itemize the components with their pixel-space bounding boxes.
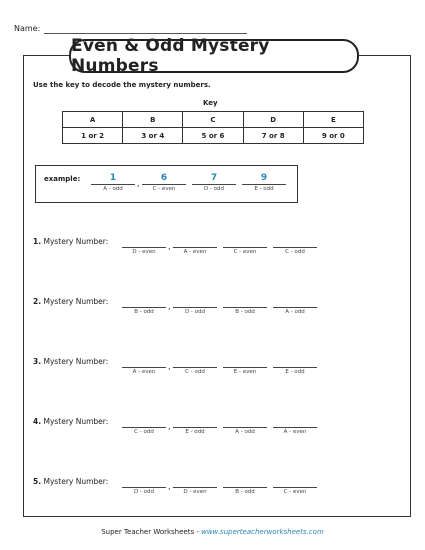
problem-3-slot-4[interactable] <box>273 355 317 375</box>
hint: E - odd <box>285 369 305 375</box>
key-label: Key <box>203 99 218 107</box>
problem-4-slot-2[interactable] <box>173 415 217 435</box>
hint: E - even <box>233 369 257 375</box>
answer-line[interactable] <box>173 247 217 248</box>
problem-3-slot-3[interactable] <box>223 355 267 375</box>
hint: C - even <box>283 489 307 495</box>
comma: , <box>168 482 171 491</box>
example-label: example: <box>44 175 81 183</box>
hint: B - odd <box>235 489 255 495</box>
hint: A - even <box>132 369 156 375</box>
comma: , <box>168 242 171 251</box>
example-slot <box>142 172 186 192</box>
hint: C - odd <box>285 249 305 255</box>
example-slot <box>192 172 236 192</box>
example-hint: A - odd <box>103 186 123 192</box>
hint: A - even <box>283 429 307 435</box>
answer-line[interactable] <box>173 487 217 488</box>
key-value: 1 or 2 <box>63 128 123 144</box>
key-value: 5 or 6 <box>183 128 243 144</box>
answer-line <box>192 184 236 185</box>
answer-line <box>142 184 186 185</box>
answer-line[interactable] <box>273 367 317 368</box>
problem-number: 1. <box>33 237 42 246</box>
key-value: 7 or 8 <box>243 128 303 144</box>
problem-1-label <box>33 237 108 246</box>
hint: A - odd <box>285 309 305 315</box>
example-box <box>35 165 298 203</box>
answer-line[interactable] <box>273 487 317 488</box>
problem-text: Mystery Number: <box>43 357 109 366</box>
key-value: 3 or 4 <box>123 128 183 144</box>
key-letter: C <box>183 112 243 128</box>
problem-2-slot-4[interactable] <box>273 295 317 315</box>
comma: , <box>168 362 171 371</box>
hint: D - even <box>183 489 207 495</box>
answer-line[interactable] <box>122 427 166 428</box>
answer-line <box>91 184 135 185</box>
problem-5-slot-1[interactable] <box>122 475 166 495</box>
answer-line[interactable] <box>122 247 166 248</box>
key-letter: D <box>243 112 303 128</box>
example-hint: C - even <box>152 186 176 192</box>
comma: , <box>168 302 171 311</box>
example-answer: 9 <box>260 173 268 183</box>
problem-4-slot-4[interactable] <box>273 415 317 435</box>
instructions: Use the key to decode the mystery numbers. <box>33 81 211 89</box>
answer-line <box>242 184 286 185</box>
hint: D - odd <box>133 489 155 495</box>
answer-line[interactable] <box>273 427 317 428</box>
hint: D - odd <box>184 309 206 315</box>
key-values-row <box>63 128 364 144</box>
example-answer: 1 <box>109 173 117 183</box>
example-answer: 6 <box>160 173 168 183</box>
problem-number: 2. <box>33 297 42 306</box>
comma: , <box>137 179 140 188</box>
hint: A - odd <box>235 429 255 435</box>
problem-2-slot-3[interactable] <box>223 295 267 315</box>
key-value: 9 or 0 <box>303 128 363 144</box>
problem-number: 4. <box>33 417 42 426</box>
problem-1-slot-3[interactable] <box>223 235 267 255</box>
answer-line[interactable] <box>173 427 217 428</box>
problem-4-label <box>33 417 108 426</box>
problem-text: Mystery Number: <box>43 477 109 486</box>
problem-3-label <box>33 357 108 366</box>
footer-text: Super Teacher Worksheets - <box>101 528 202 536</box>
answer-line[interactable] <box>122 487 166 488</box>
problem-4-slot-1[interactable] <box>122 415 166 435</box>
answer-line[interactable] <box>223 247 267 248</box>
problem-2-slot-1[interactable] <box>122 295 166 315</box>
answer-line[interactable] <box>223 487 267 488</box>
example-slot <box>91 172 135 192</box>
problem-text: Mystery Number: <box>43 237 109 246</box>
answer-line[interactable] <box>122 367 166 368</box>
hint: B - odd <box>235 309 255 315</box>
hint: E - odd <box>185 429 205 435</box>
name-field-line[interactable] <box>44 33 247 34</box>
problem-number: 3. <box>33 357 42 366</box>
example-hint: E - odd <box>254 186 274 192</box>
problem-text: Mystery Number: <box>43 297 109 306</box>
example-slot <box>242 172 286 192</box>
problem-2-label <box>33 297 108 306</box>
problem-5-label <box>33 477 108 486</box>
key-letter: A <box>63 112 123 128</box>
answer-line[interactable] <box>223 367 267 368</box>
example-hint: D - odd <box>203 186 225 192</box>
hint: C - even <box>233 249 257 255</box>
hint: A - even <box>183 249 207 255</box>
answer-line[interactable] <box>273 307 317 308</box>
problem-1-slot-4[interactable] <box>273 235 317 255</box>
key-letters-row <box>63 112 364 128</box>
comma: , <box>168 422 171 431</box>
answer-line[interactable] <box>223 307 267 308</box>
problem-2-slot-2[interactable] <box>173 295 217 315</box>
answer-line[interactable] <box>273 247 317 248</box>
problem-4-slot-3[interactable] <box>223 415 267 435</box>
problem-3-slot-2[interactable] <box>173 355 217 375</box>
problem-1-slot-2[interactable] <box>173 235 217 255</box>
footer-link[interactable]: www.superteacherworksheets.com <box>201 528 324 536</box>
answer-line[interactable] <box>122 307 166 308</box>
problem-number: 5. <box>33 477 42 486</box>
hint: C - odd <box>185 369 205 375</box>
problem-5-slot-3[interactable] <box>223 475 267 495</box>
hint: D - even <box>132 249 156 255</box>
worksheet-title: Even & Odd Mystery Numbers <box>69 39 359 73</box>
hint: C - odd <box>134 429 154 435</box>
key-letter: B <box>123 112 183 128</box>
problem-5-slot-2[interactable] <box>173 475 217 495</box>
problem-text: Mystery Number: <box>43 417 109 426</box>
problem-1-slot-1[interactable] <box>122 235 166 255</box>
example-answer: 7 <box>210 173 218 183</box>
footer <box>0 528 425 536</box>
problem-5-slot-4[interactable] <box>273 475 317 495</box>
answer-line[interactable] <box>173 307 217 308</box>
key-table <box>62 111 364 144</box>
hint: B - odd <box>134 309 154 315</box>
name-label: Name: <box>14 24 41 33</box>
key-letter: E <box>303 112 363 128</box>
problem-3-slot-1[interactable] <box>122 355 166 375</box>
answer-line[interactable] <box>173 367 217 368</box>
answer-line[interactable] <box>223 427 267 428</box>
